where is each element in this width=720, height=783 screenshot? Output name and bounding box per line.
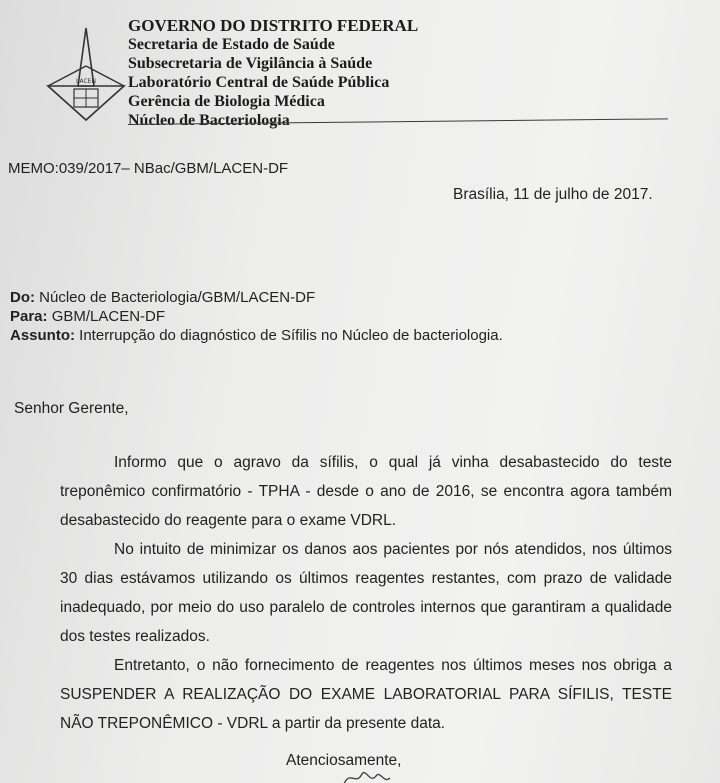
memo-body [60, 448, 672, 738]
memo-fields [10, 288, 503, 345]
body-paragraph: Entretanto, o não fornecimento de reagentes nos últimos meses nos obriga a SUSPENDER A REALIZAÇÃO DO EXAME LABORATORIAL PARA SÍFILIS, TESTE NÃO TREPONÊMICO - VDRL a partir da presente data. [60, 657, 672, 732]
letterhead-government: GOVERNO DO DISTRITO FEDERAL [128, 16, 419, 35]
from-label: Do: [10, 289, 35, 306]
to-value: GBM/LACEN-DF [51, 308, 166, 325]
salutation: Senhor Gerente, [14, 400, 129, 417]
svg-text:LACEN: LACEN [76, 78, 96, 85]
letterhead-subsecretariat: Subsecretaria de Vigilância à Saúde [128, 55, 373, 72]
letterhead-management: Gerência de Biologia Médica [128, 93, 325, 110]
letterhead-nucleus: Núcleo de Bacteriologia [128, 112, 290, 129]
letterhead-laboratory: Laboratório Central de Saúde Pública [128, 74, 390, 91]
to-label: Para: [10, 308, 48, 325]
subject-row [10, 326, 503, 345]
memo-reference: MEMO:039/2017– NBac/GBM/LACEN-DF [8, 160, 289, 177]
from-row [10, 288, 503, 307]
from-value: Núcleo de Bacteriologia/GBM/LACEN-DF [39, 289, 316, 306]
closing: Atenciosamente, [286, 752, 402, 769]
subject-label: Assunto: [10, 327, 75, 344]
gdf-logo-icon [44, 26, 128, 122]
letterhead [128, 16, 418, 130]
body-paragraph: No intuito de minimizar os danos aos pacientes por nós atendidos, nos últimos 30 dias estávamos utilizando os últimos reagentes restantes, com prazo de validade inadequado, por meio do uso paralelo de controles internos que garantiram a qualidade dos testes realizados. [60, 541, 672, 645]
memo-date: Brasília, 11 de julho de 2017. [453, 186, 653, 203]
letterhead-secretariat: Secretaria de Estado de Saúde [128, 36, 335, 53]
signature-scribble [340, 766, 430, 783]
subject-value: Interrupção do diagnóstico de Sífilis no Núcleo de bacteriologia. [79, 327, 503, 344]
body-paragraph: Informo que o agravo da sífilis, o qual já vinha desabastecido do teste treponêmico confirmatório - TPHA - desde o ano de 2016, se encontra agora também desabastecido do reagente para o exame VDRL. [60, 454, 672, 529]
to-row [10, 307, 503, 326]
